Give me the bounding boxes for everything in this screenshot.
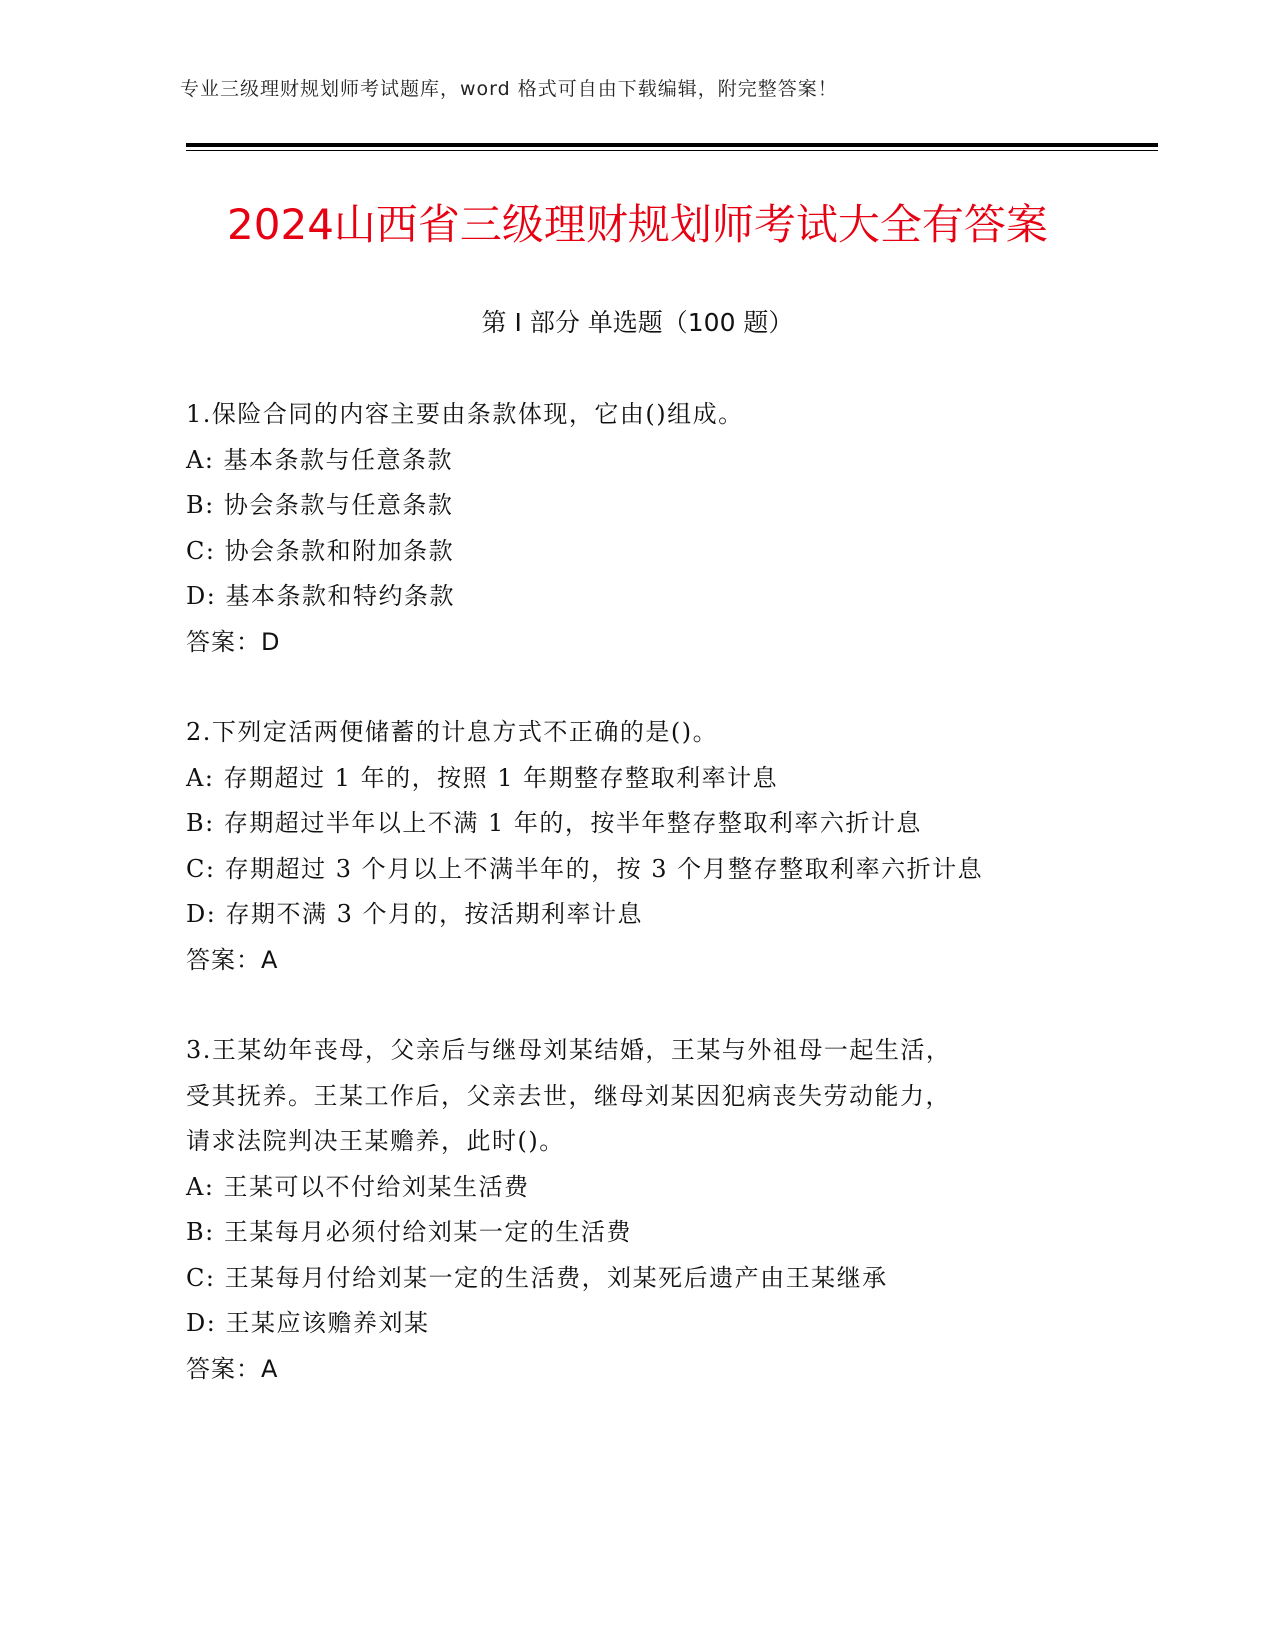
- answer: 答案：A: [186, 1354, 279, 1383]
- option-a: A: 王某可以不付给刘某生活费: [186, 1172, 530, 1201]
- option-b: B: 存期超过半年以上不满 1 年的，按半年整存整取利率六折计息: [186, 809, 922, 837]
- question-stem: 2.下列定活两便储蓄的计息方式不正确的是()。: [186, 718, 719, 746]
- option-a: A: 基本条款与任意条款: [186, 445, 454, 474]
- section-title: 第 I 部分 单选题（100 题）: [481, 308, 794, 337]
- question-1: [186, 392, 1086, 665]
- question-stem-line-3: 请求法院判决王某赡养，此时()。: [186, 1127, 565, 1155]
- question-2: [186, 710, 1086, 983]
- question-stem-line-1: 3.王某幼年丧母，父亲后与继母刘某结婚，王某与外祖母一起生活，: [186, 1036, 952, 1064]
- option-d: D: 王某应该赡养刘某: [186, 1309, 430, 1337]
- question-stem: 1.保险合同的内容主要由条款体现，它由()组成。: [186, 400, 744, 428]
- option-d: D: 存期不满 3 个月的，按活期利率计息: [186, 900, 643, 928]
- question-stem-line-2: 受其抚养。王某工作后，父亲去世，继母刘某因犯病丧失劳动能力，: [186, 1081, 951, 1110]
- option-b: B: 协会条款与任意条款: [186, 491, 454, 519]
- answer: 答案：A: [186, 945, 279, 974]
- option-d: D: 基本条款和特约条款: [186, 582, 455, 610]
- option-c: C: 王某每月付给刘某一定的生活费，刘某死后遗产由王某继承: [186, 1263, 888, 1292]
- header-rule-thick: [186, 143, 1158, 147]
- option-b: B: 王某每月必须付给刘某一定的生活费: [186, 1218, 632, 1246]
- option-a: A: 存期超过 1 年的，按照 1 年期整存整取利率计息: [186, 763, 779, 792]
- answer: 答案：D: [186, 627, 281, 656]
- header-rule-thin: [186, 150, 1158, 151]
- page-header: 专业三级理财规划师考试题库，word 格式可自由下载编辑，附完整答案！: [180, 78, 838, 100]
- document-title: 2024山西省三级理财规划师考试大全有答案: [227, 200, 1048, 249]
- option-c: C: 协会条款和附加条款: [186, 536, 455, 565]
- option-c: C: 存期超过 3 个月以上不满半年的，按 3 个月整存整取利率六折计息: [186, 854, 984, 883]
- question-3: [186, 1028, 1086, 1392]
